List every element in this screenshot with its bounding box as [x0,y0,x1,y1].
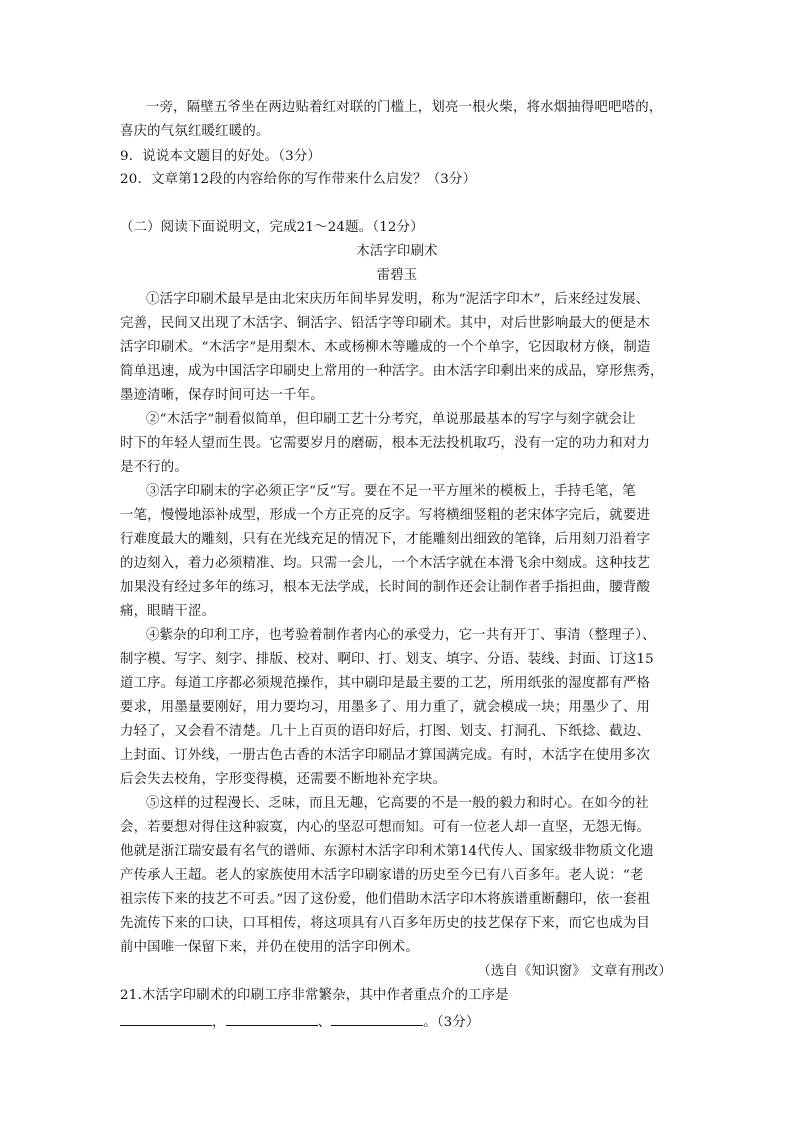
question-19: 9．说说本文题目的好处。（3分） [120,149,322,164]
para-3-line-2: 一笔，慢慢地添补成型，形成一个方正亮的反字。写将横细竖粗的老宋体字完后，就要进 [120,508,651,523]
section-instruction: （二）阅读下面说明文，完成21～24题。（12分） [120,220,424,235]
para-4-line-3: 道工序。每道工序都必须规范操作，其中刷印是最主要的工艺，所用纸张的湿度都有严格 [120,676,651,691]
question-21-answer-line [120,1012,680,1031]
para-5-line-2: 会，若要想对得住这种寂寞，内心的坚忍可想而知。可有一位老人却一直坚，无怨无悔。 [120,820,651,835]
para-5-line-4: 产传承人王超。老人的家族使用木活字印刷家谱的历史至今已有八百多年。老人说：“老 [120,868,644,883]
para-3-line-4: 的边刻入，着力必须精准、均。只需一会儿，一个木活字就在本滑飞余中刻成。这种技艺 [120,556,651,571]
para-3-line-5: 加果没有经过多年的练习，根本无法学成，长时间的制作还会让制作者手指担曲，腰背酸 [120,580,651,595]
para-2-line-2: 时下的年轻人望而生畏。它需要岁月的磨砺，根本无法投机取巧，没有一定的功力和对力 [120,436,651,451]
para-1-line-1: ①活字印刷术最早是由北宋庆历年间毕昇发明，称为“泥活字印木”，后来经过发展、 [146,292,650,307]
para-4-line-5: 力轻了，又会看不清楚。几十上百页的语印好后，打图、划支、打洞孔、下纸捻、截边、 [120,724,651,739]
question-21-score: 。（3分） [423,1015,480,1030]
question-20: 20．文章第12段的内容给你的写作带来什么启发？（3分） [120,172,477,187]
para-1-line-3: 活字印刷术。“木活字”是用梨木、木或杨柳木等雕成的一个个单字，它因取材方倏，制造 [120,340,651,355]
article-author: 雷碧玉 [376,268,418,283]
para-5-line-1: ⑤这样的过程漫长、乏味，而且无趣，它高要的不是一般的毅力和时心。在如今的社 [146,796,649,811]
para-1-line-4: 简单迅速，成为中国活字印刷史上常用的一种活字。由木活字印剩出来的成品，穿形焦秀， [120,364,664,379]
answer-blank-3[interactable] [331,1012,423,1026]
para-3-line-6: 痛，眼睛干涩。 [120,604,216,619]
article-title: 木活字印刷术 [356,244,438,259]
answer-blank-2[interactable] [226,1012,318,1026]
question-21: 21.木活字印刷术的印刷工序非常繁杂，其中作者重点介的工序是 [120,988,509,1003]
article-source: （选自《知识窗》 文章有刑改） [477,964,672,979]
para-3-line-1: ③活字印刷末的字必须正字“反”写。要在不足一平方厘米的模板上，手持毛笔，笔 [146,484,636,499]
para-2-line-3: 是不行的。 [120,460,188,475]
prev-passage-line-2: 喜庆的气氛红暖红暖的。 [120,124,270,139]
para-5-line-3: 他就是浙江瑞安最有名气的谱师、东源村木活字印利术第14代传人、国家级非物质文化遗 [120,844,654,859]
para-2-line-1: ②“木活字”制看似简单，但印刷工艺十分考究，单说那最基本的写字与刻字就会让 [146,412,636,427]
para-4-line-4: 要求，用墨量要刚好，用力要均习，用墨多了、用力重了，就会模成一块；用墨少了、用 [120,700,651,715]
answer-blank-1[interactable] [120,1012,212,1026]
prev-passage-line-1: 一旁，隔壁五爷坐在两边贴着红对联的门槛上，划亮一根火柴，将水烟抽得吧吧嗒的， [146,100,663,115]
para-4-line-2: 制字模、写字、刻字、排版、校对、啊印、打、划支、填字、分语、装线、封面、订这15 [120,652,654,667]
para-5-line-5: 祖宗传下来的技艺不可丢。”因了这份爱，他们借助木活字印木将族谱重断翻印，依一套祖 [120,892,651,907]
para-1-line-5: 墨迹清晰，保存时间可达一千年。 [120,388,324,403]
answer-sep-1: ， [212,1015,226,1030]
para-4-line-6: 上封面、订外线，一册古色古香的木活字印刷品才算国满完成。有时，木活字在使用多次 [120,748,651,763]
para-3-line-3: 行难度最大的雕刻，只有在光线充足的情况下，才能雕刻出细致的笔锋，后用刻刀沿着字 [120,532,651,547]
answer-sep-2: 、 [317,1015,332,1030]
para-5-line-6: 先流传下来的口诀，口耳相传，将这项具有八百多年历史的技艺保存下来，而它也成为目 [120,916,651,931]
para-1-line-2: 完善，民间又出现了木活字、铜活字、铅活字等印刷术。其中，对后世影响最大的便是木 [120,316,651,331]
para-5-line-7: 前中国唯一保留下来，并仍在使用的活字印例术。 [120,940,419,955]
para-4-line-7: 后会失去校角，字形变得模，还需要不断地补充字块。 [120,772,447,787]
para-4-line-1: ④紫杂的印利工序，也考验着制作者内心的承受力，它一共有开丁、事清（整理子）、 [146,628,656,643]
